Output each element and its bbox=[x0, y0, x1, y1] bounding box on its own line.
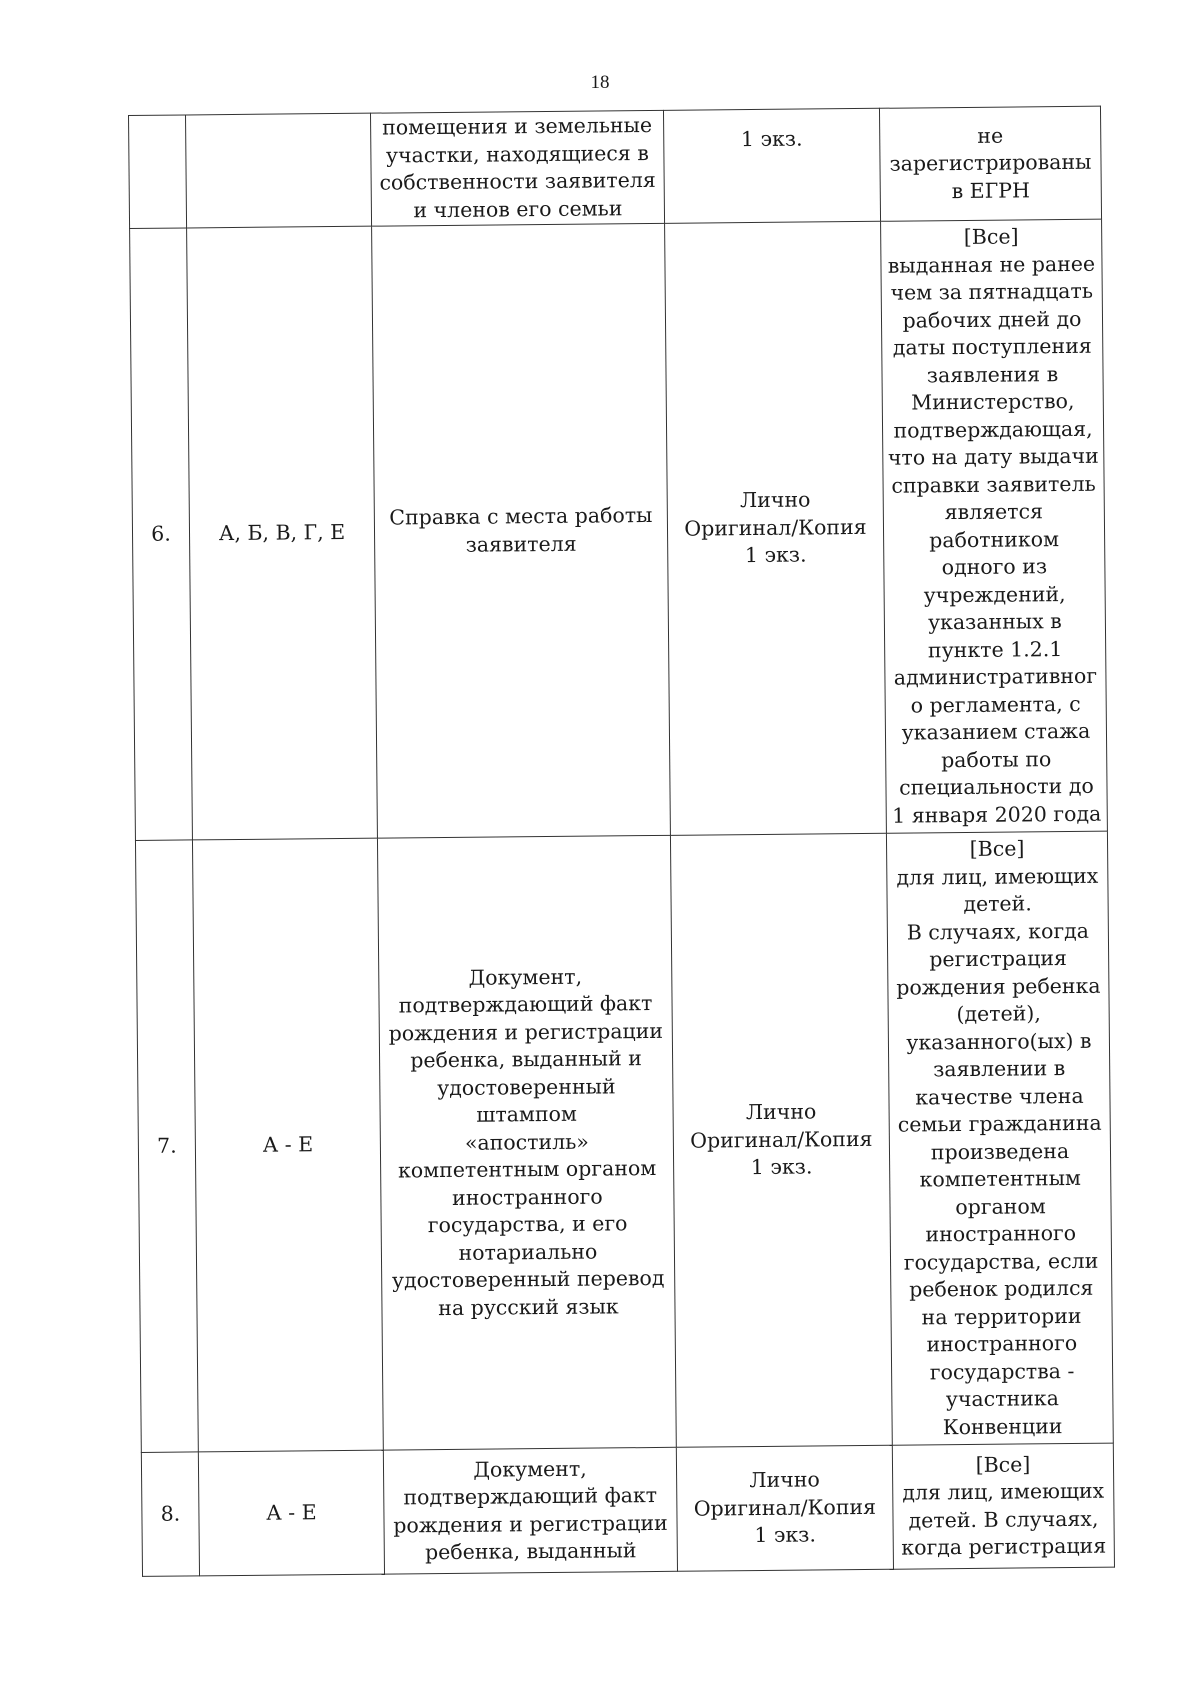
row-number-cell: 8. bbox=[141, 1452, 199, 1577]
submission-method-cell: Лично Оригинал/Копия 1 экз. bbox=[665, 221, 887, 835]
row-number-cell: 7. bbox=[135, 840, 198, 1453]
row-number-cell bbox=[129, 115, 187, 229]
document-name-cell: Справка с места работы заявителя bbox=[372, 223, 671, 838]
applicant-categories-cell: А, Б, В, Г, Е bbox=[187, 226, 378, 840]
table-row bbox=[129, 106, 1102, 228]
notes-cell: не зарегистрированы в ЕГРН bbox=[879, 106, 1101, 221]
notes-cell: [Все] выданная не ранее чем за пятнадцать рабочих дней до даты поступления заявления в Министерство, подтверждающая, что на дату выдачи справки заявитель является работником одного из учреждений, указанных в пункте 1.2.1 административног о регламента, с указанием стажа работы по специальности до 1 января 2020 года bbox=[881, 219, 1108, 833]
table-row bbox=[141, 1443, 1114, 1576]
applicant-categories-cell bbox=[186, 113, 372, 228]
table-row bbox=[130, 219, 1108, 840]
page-number: 18 bbox=[590, 72, 610, 93]
document-name-cell: Документ, подтверждающий факт рождения и регистрации ребенка, выданный bbox=[383, 1447, 677, 1574]
row-number-cell: 6. bbox=[130, 228, 193, 841]
documents-table-wrapper bbox=[128, 106, 1115, 1577]
submission-method-cell: Лично Оригинал/Копия 1 экз. bbox=[670, 833, 892, 1447]
submission-method-cell: Лично Оригинал/Копия 1 экз. bbox=[676, 1445, 893, 1571]
documents-table bbox=[128, 106, 1115, 1577]
applicant-categories-cell: А - Е bbox=[192, 838, 383, 1452]
applicant-categories-cell: А - Е bbox=[198, 1450, 384, 1576]
document-name-cell: помещения и земельные участки, находящиеся в собственности заявителя и членов его семьи bbox=[370, 110, 664, 226]
document-name-cell: Документ, подтверждающий факт рождения и регистрации ребенка, выданный и удостоверенный штампом «апостиль» компетентным органом иностранного государства, и его нотариально удостоверенный перевод на русский язык bbox=[377, 835, 676, 1450]
table-row bbox=[135, 831, 1113, 1452]
notes-cell: [Все] для лиц, имеющих детей. В случаях, когда регистрация рождения ребенка (детей), указанного(ых) в заявлении в качестве члена семьи гражданина произведена компетентным органом иностранного государства, если ребенок родился на территории иностранного государства - участника Конвенции bbox=[886, 831, 1113, 1445]
notes-cell: [Все] для лиц, имеющих детей. В случаях, когда регистрация bbox=[892, 1443, 1114, 1569]
submission-method-cell: 1 экз. bbox=[663, 108, 880, 223]
